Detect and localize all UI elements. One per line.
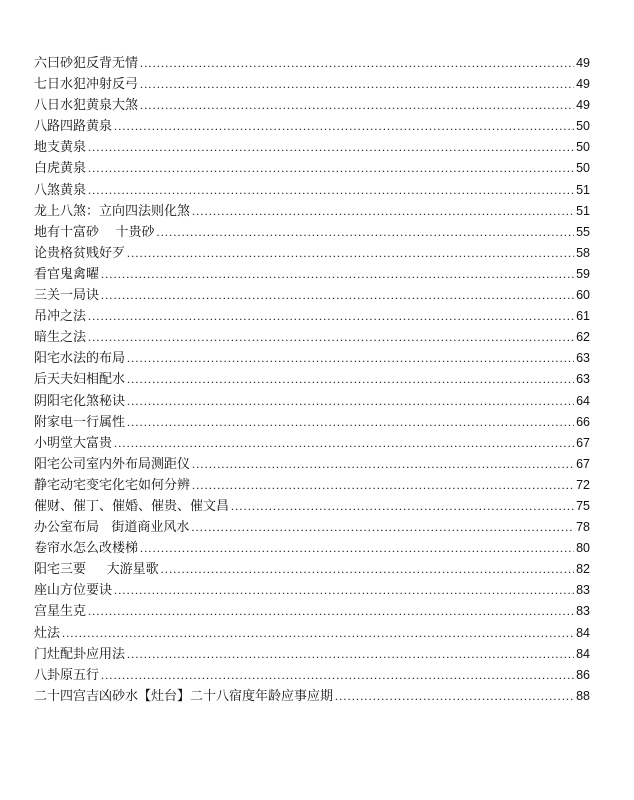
toc-entry-title: 阴阳宅化煞秘诀 xyxy=(34,393,126,409)
dot-leader xyxy=(192,478,574,493)
toc-entry-title: 八煞黄泉 xyxy=(34,182,87,198)
toc-entry xyxy=(34,516,590,537)
toc-entry-title: 八卦原五行 xyxy=(34,667,100,683)
dot-leader xyxy=(127,372,574,387)
toc-entry-title: 阳宅公司室内外布局测距仪 xyxy=(34,456,191,472)
dot-leader xyxy=(88,140,574,155)
toc-entry-title: 小明堂大富贵 xyxy=(34,435,113,451)
toc-entry-title: 地支黄泉 xyxy=(34,140,87,156)
dot-leader xyxy=(127,394,574,409)
toc-entry xyxy=(34,558,590,579)
toc-entry-page-number: 60 xyxy=(576,288,590,303)
dot-leader xyxy=(127,647,574,662)
toc-entry xyxy=(34,52,590,73)
toc-entry-title: 阳宅三要 大游星歌 xyxy=(34,562,159,578)
dot-leader xyxy=(192,457,574,472)
toc-entry xyxy=(34,179,590,200)
toc-entry-title: 卷帘水怎么改楼梯 xyxy=(34,541,139,557)
toc-entry xyxy=(34,368,590,389)
toc-entry xyxy=(34,263,590,284)
dot-leader xyxy=(114,119,574,134)
dot-leader xyxy=(140,98,574,113)
toc-entry-page-number: 80 xyxy=(576,541,590,556)
toc-entry xyxy=(34,305,590,326)
toc-entry-title: 吊冲之法 xyxy=(34,309,87,325)
dot-leader xyxy=(62,626,574,641)
toc-entry-page-number: 49 xyxy=(576,98,590,113)
toc-entry-page-number: 72 xyxy=(576,477,590,492)
dot-leader xyxy=(191,520,574,535)
toc-entry-page-number: 50 xyxy=(576,119,590,134)
toc-entry-title: 看官鬼禽曜 xyxy=(34,266,100,282)
toc-entry-page-number: 67 xyxy=(576,435,590,450)
toc-entry-title: 附家电一行属性 xyxy=(34,414,126,430)
toc-entry xyxy=(34,326,590,347)
toc-entry-page-number: 50 xyxy=(576,161,590,176)
toc-entry-page-number: 64 xyxy=(576,393,590,408)
toc-entry-page-number: 83 xyxy=(576,604,590,619)
toc-entry-page-number: 62 xyxy=(576,330,590,345)
toc-entry xyxy=(34,284,590,305)
toc-entry-page-number: 66 xyxy=(576,414,590,429)
dot-leader xyxy=(140,541,574,556)
toc-entry-page-number: 51 xyxy=(576,182,590,197)
toc-entry-title: 门灶配卦应用法 xyxy=(34,646,126,662)
dot-leader xyxy=(114,436,574,451)
toc-entry-title: 后天夫妇相配水 xyxy=(34,372,126,388)
dot-leader xyxy=(101,288,574,303)
toc-entry-page-number: 84 xyxy=(576,625,590,640)
toc-entry-page-number: 59 xyxy=(576,266,590,281)
toc-entry-title: 三关一局诀 xyxy=(34,288,100,304)
toc-entry-title: 地有十富砂 十贵砂 xyxy=(34,224,155,240)
toc-entry xyxy=(34,685,590,706)
toc-entry xyxy=(34,579,590,600)
toc-entry-title: 八日水犯黄泉大煞 xyxy=(34,98,139,114)
toc-entry xyxy=(34,115,590,136)
toc-entry-page-number: 51 xyxy=(576,203,590,218)
toc-entry xyxy=(34,73,590,94)
toc-entry xyxy=(34,622,590,643)
toc-entry xyxy=(34,221,590,242)
toc-entry-page-number: 82 xyxy=(576,562,590,577)
toc-entry-title: 灶法 xyxy=(34,625,61,641)
toc-entry-page-number: 50 xyxy=(576,140,590,155)
dot-leader xyxy=(88,604,574,619)
toc-entry-page-number: 86 xyxy=(576,667,590,682)
toc-entry-page-number: 63 xyxy=(576,351,590,366)
toc-entry xyxy=(34,643,590,664)
dot-leader xyxy=(88,183,574,198)
toc-entry-page-number: 61 xyxy=(576,309,590,324)
toc-entry-title: 宫星生克 xyxy=(34,604,87,620)
toc-entry-title: 龙上八煞：立向四法则化煞 xyxy=(34,203,191,219)
toc-entry-title: 白虎黄泉 xyxy=(34,161,87,177)
toc-entry-title: 八路四路黄泉 xyxy=(34,119,113,135)
toc-entry-title: 暗生之法 xyxy=(34,330,87,346)
dot-leader xyxy=(127,415,574,430)
toc-entry-page-number: 75 xyxy=(576,498,590,513)
toc-entry-title: 办公室布局 街道商业风水 xyxy=(34,520,190,536)
toc-entry-page-number: 84 xyxy=(576,646,590,661)
toc-entry-page-number: 58 xyxy=(576,245,590,260)
dot-leader xyxy=(127,351,574,366)
toc-entry-title: 阳宅水法的布局 xyxy=(34,351,126,367)
toc-entry xyxy=(34,432,590,453)
toc-entry xyxy=(34,474,590,495)
dot-leader xyxy=(88,161,574,176)
toc-entry-page-number: 78 xyxy=(576,520,590,535)
dot-leader xyxy=(114,583,574,598)
dot-leader xyxy=(88,309,574,324)
toc-entry xyxy=(34,242,590,263)
toc-entry xyxy=(34,537,590,558)
dot-leader xyxy=(101,668,574,683)
toc-entry-page-number: 55 xyxy=(576,224,590,239)
table-of-contents xyxy=(34,52,590,706)
toc-entry xyxy=(34,390,590,411)
toc-entry-title: 座山方位要诀 xyxy=(34,583,113,599)
dot-leader xyxy=(192,204,574,219)
dot-leader xyxy=(140,77,574,92)
toc-entry xyxy=(34,94,590,115)
toc-entry xyxy=(34,664,590,685)
dot-leader xyxy=(161,562,574,577)
toc-entry-page-number: 88 xyxy=(576,688,590,703)
toc-entry-title: 论贵格贫贱好歹 xyxy=(34,245,126,261)
toc-entry-title: 七日水犯冲射反弓 xyxy=(34,77,139,93)
dot-leader xyxy=(231,499,574,514)
toc-entry xyxy=(34,600,590,621)
dot-leader xyxy=(140,56,574,71)
toc-entry xyxy=(34,157,590,178)
toc-entry-page-number: 49 xyxy=(576,56,590,70)
toc-entry xyxy=(34,200,590,221)
toc-entry xyxy=(34,495,590,516)
dot-leader xyxy=(127,246,574,261)
toc-entry-page-number: 83 xyxy=(576,583,590,598)
toc-entry xyxy=(34,411,590,432)
toc-entry-title: 催财、催丁、催婚、催贵、催文昌 xyxy=(34,498,230,514)
toc-entry-title: 六曰砂犯反背无情 xyxy=(34,56,139,71)
dot-leader xyxy=(88,330,574,345)
dot-leader xyxy=(101,267,574,282)
toc-entry-page-number: 49 xyxy=(576,77,590,92)
toc-entry xyxy=(34,136,590,157)
toc-entry xyxy=(34,453,590,474)
dot-leader xyxy=(157,225,575,240)
toc-entry-title: 二十四宫吉凶砂水【灶台】二十八宿度年龄应事应期 xyxy=(34,688,334,704)
toc-entry-title: 静宅动宅变宅化宅如何分辨 xyxy=(34,477,191,493)
toc-entry xyxy=(34,347,590,368)
toc-entry-page-number: 63 xyxy=(576,372,590,387)
toc-entry-page-number: 67 xyxy=(576,456,590,471)
dot-leader xyxy=(335,689,574,704)
